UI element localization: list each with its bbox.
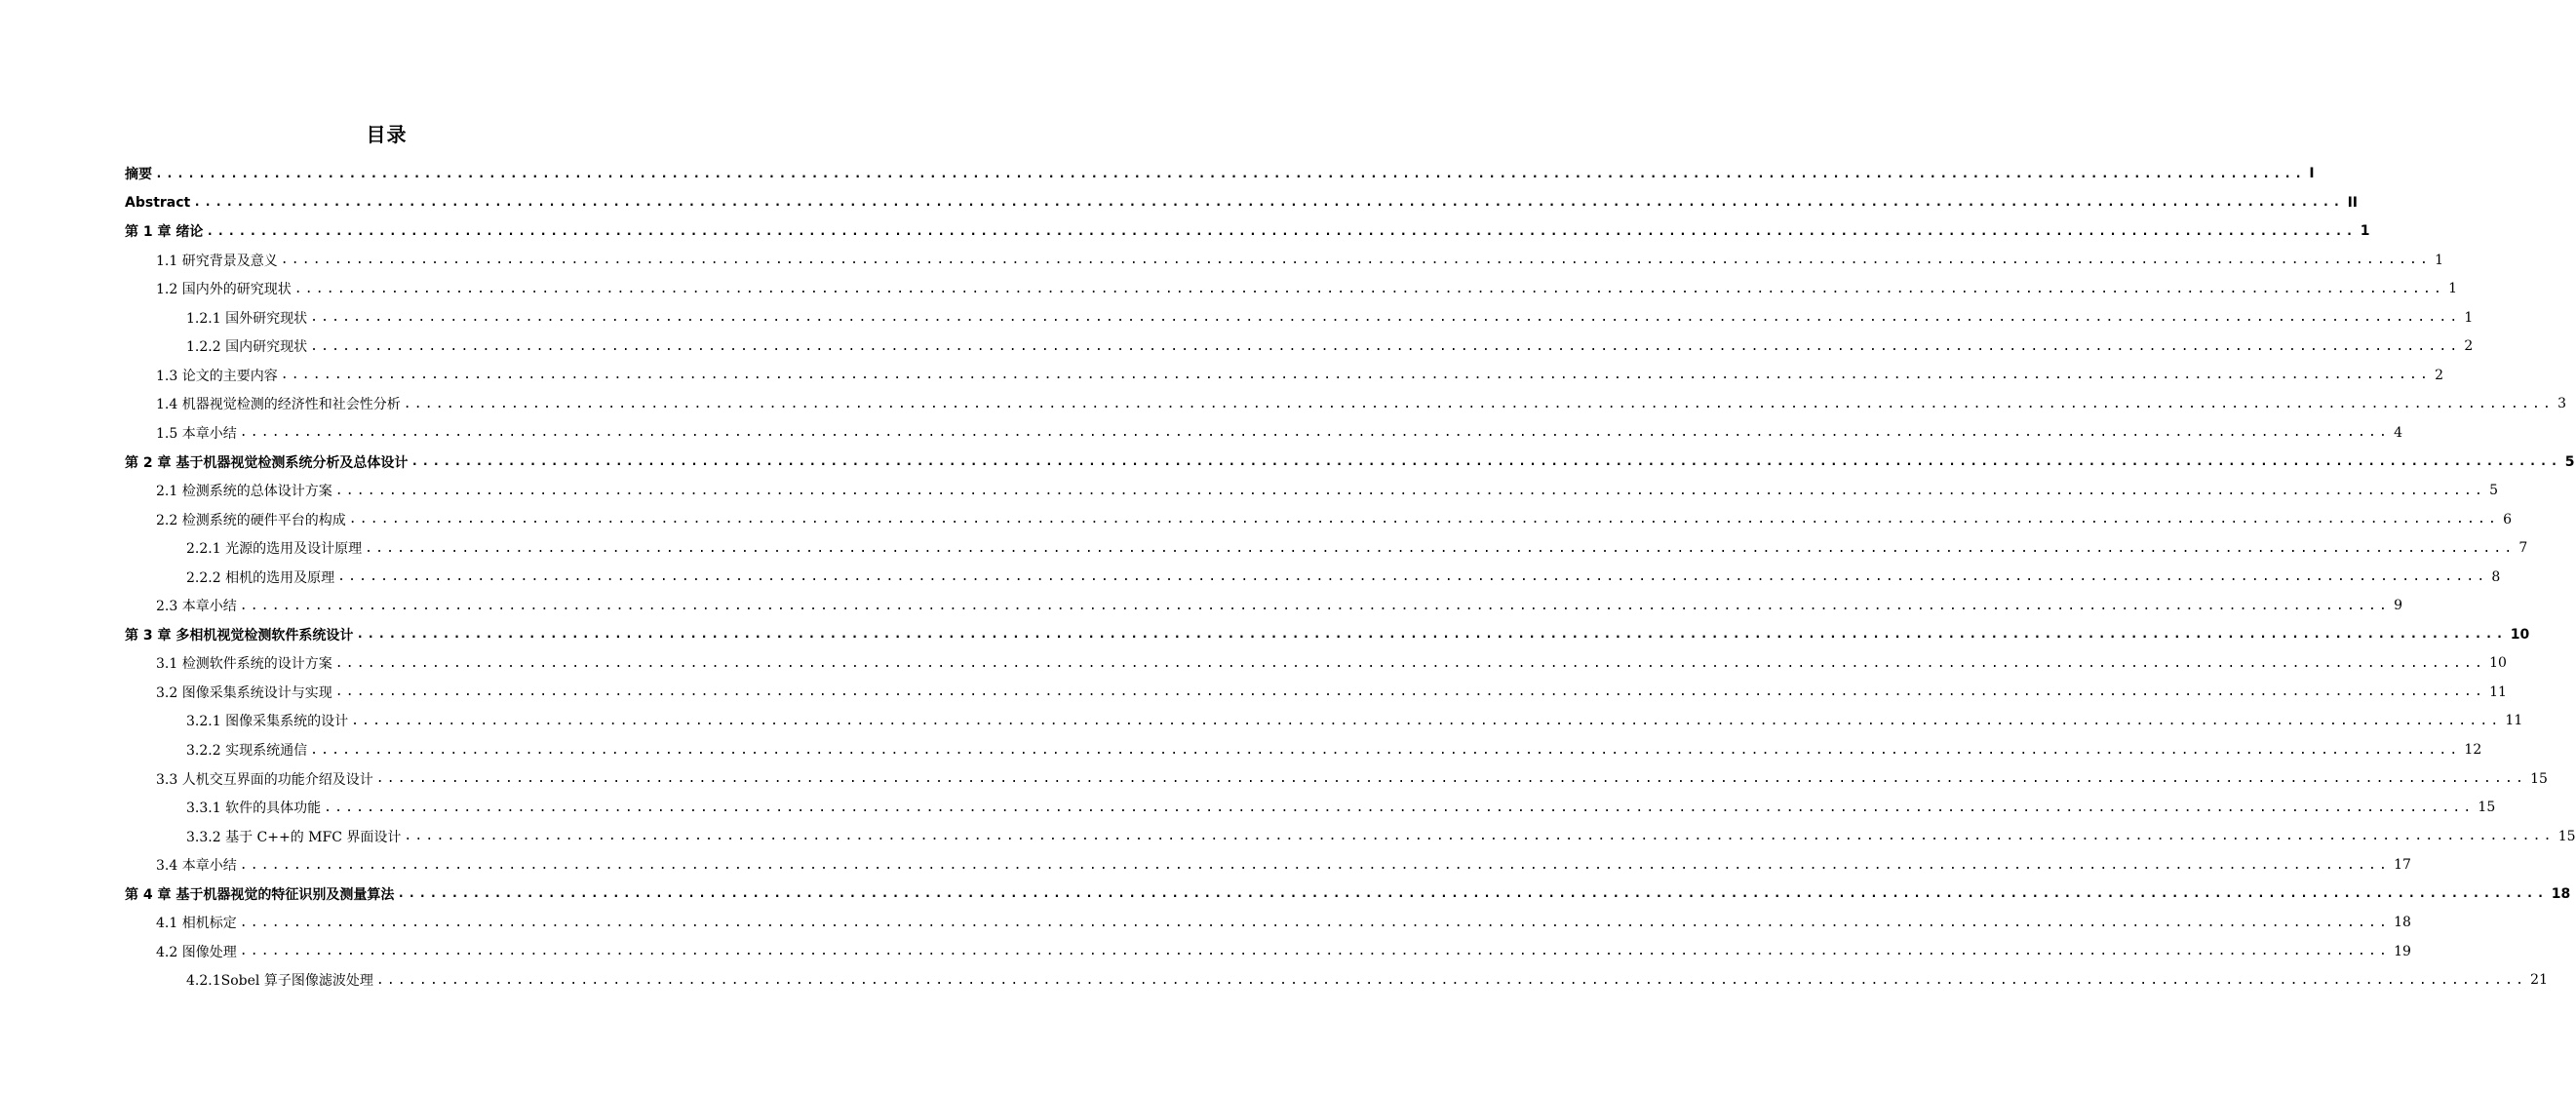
toc-entry-label: 2.2.2 相机的选用及原理 [186,569,335,586]
toc-dot-leader: ........................................................................................................................................................................................................ [310,742,2461,758]
toc-entry-page: 10 [2489,655,2507,672]
toc-entry-label: 4.1 相机标定 [156,916,237,932]
toc-dot-leader: ........................................................................................................................................................................................................ [348,512,2500,527]
toc-entry-page: 21 [2530,972,2548,989]
toc-dot-leader: ........................................................................................................................................................................................................ [193,195,2344,211]
toc-entry-page: I [2309,166,2315,181]
toc-entry[interactable] [156,908,2411,937]
toc-entry-label: 3.3.2 基于 C++的 MFC 界面设计 [186,829,402,845]
toc-entry-label: 3.3.1 软件的具体功能 [186,801,322,817]
toc-dot-leader: ........................................................................................................................................................................................................ [293,281,2445,296]
toc-dot-leader: ........................................................................................................................................................................................................ [239,425,2391,441]
toc-entry-page: 11 [2505,713,2523,729]
toc-entry[interactable] [156,361,2443,390]
toc-dot-leader: ........................................................................................................................................................................................................ [155,166,2306,181]
toc-entry-page: 7 [2518,540,2528,557]
toc-entry-label: 摘要 [125,167,152,182]
toc-entry[interactable] [125,159,2315,188]
toc-dot-leader: ........................................................................................................................................................................................................ [334,655,2486,671]
toc-entry-page: 8 [2491,568,2501,585]
toc-dot-leader: ........................................................................................................................................................................................................ [310,338,2461,354]
toc-entry[interactable] [156,591,2402,620]
toc-entry-page: 1 [2448,281,2457,297]
toc-dot-leader: ........................................................................................................................................................................................................ [334,483,2486,498]
toc-entry-page: 1 [2435,252,2443,268]
toc-entry-page: 5 [2489,483,2498,499]
toc-dot-leader: ........................................................................................................................................................................................................ [239,915,2391,930]
toc-entry[interactable] [186,533,2528,563]
toc-entry-page: 11 [2489,684,2507,700]
toc-dot-leader: ........................................................................................................................................................................................................ [365,540,2516,556]
toc-entry-page: 1 [2464,309,2474,326]
toc-entry[interactable] [156,476,2498,505]
toc-entry-page: 6 [2503,511,2512,527]
toc-entry-label: 3.3 人机交互界面的功能介绍及设计 [156,771,373,788]
toc-dot-leader: ........................................................................................................................................................................................................ [310,310,2461,326]
toc-entry[interactable] [125,448,2575,477]
toc-entry-label: Abstract [125,194,191,211]
toc-entry[interactable] [186,332,2474,361]
toc-entry-page: 3 [2557,396,2566,412]
toc-dot-leader: ........................................................................................................................................................................................................ [324,800,2475,815]
toc-entry-label: 1.2.1 国外研究现状 [186,310,308,327]
toc-entry-label: 4.2.1Sobel 算子图像滤波处理 [186,973,373,990]
toc-entry[interactable] [186,706,2523,735]
toc-entry-label: 1.3 论文的主要内容 [156,368,278,384]
toc-dot-leader: ........................................................................................................................................................................................................ [351,713,2502,728]
toc-entry-page: 9 [2394,598,2402,614]
toc-entry[interactable] [156,678,2507,707]
toc-entry-label: 2.2.1 光源的选用及设计原理 [186,541,363,558]
toc-entry-page: 2 [2435,367,2443,383]
toc-entry-label: 2.1 检测系统的总体设计方案 [156,484,332,500]
toc-entry[interactable] [156,389,2566,418]
toc-dot-leader: ........................................................................................................................................................................................................ [375,972,2527,988]
toc-dot-leader: ........................................................................................................................................................................................................ [403,396,2555,411]
toc-entry-page: 10 [2510,626,2530,643]
toc-entry[interactable] [156,418,2402,448]
toc-entry-label: 1.4 机器视觉检测的经济性和社会性分析 [156,397,401,413]
toc-dot-leader: ........................................................................................................................................................................................................ [280,253,2432,268]
toc-entry[interactable] [125,188,2358,217]
toc-entry[interactable] [156,937,2411,966]
toc-entry-page: 15 [2530,770,2548,787]
toc-entry-page: 18 [2551,885,2571,902]
toc-entry-label: 2.2 检测系统的硬件平台的构成 [156,512,346,528]
toc-entry-page: 5 [2564,453,2575,470]
toc-entry[interactable] [125,620,2530,649]
toc-entry-label: 1.1 研究背景及意义 [156,253,278,269]
toc-entry-label: 3.4 本章小结 [156,858,237,875]
toc-entry-label: 1.5 本章小结 [156,425,237,442]
toc-entry[interactable] [156,648,2507,678]
toc-dot-leader: ........................................................................................................................................................................................................ [337,569,2488,585]
toc-dot-leader: ........................................................................................................................................................................................................ [206,223,2357,239]
toc-entry-page: 4 [2394,424,2402,441]
toc-entry-page: 15 [2478,800,2496,816]
toc-entry[interactable] [186,563,2501,592]
toc-entry-page: 19 [2394,943,2411,959]
toc-dot-leader: ........................................................................................................................................................................................................ [239,598,2391,613]
toc-entry-label: 3.2 图像采集系统设计与实现 [156,684,332,701]
toc-entry-page: 1 [2360,223,2370,240]
toc-entry[interactable] [156,850,2411,879]
toc-entry-label: 第 2 章 基于机器视觉检测系统分析及总体设计 [125,454,409,471]
toc-entry[interactable] [186,793,2496,822]
toc-dot-leader: ........................................................................................................................................................................................................ [410,454,2561,469]
toc-entry-page: II [2347,194,2358,211]
toc-dot-leader: ........................................................................................................................................................................................................ [375,771,2527,787]
toc-dot-leader: ........................................................................................................................................................................................................ [334,684,2486,700]
toc-entry[interactable] [186,735,2482,764]
toc-entry-label: 第 3 章 多相机视觉检测软件系统设计 [125,627,354,644]
toc-entry[interactable] [156,274,2457,303]
toc-dot-leader: ........................................................................................................................................................................................................ [280,368,2432,383]
toc-entry-page: 2 [2464,338,2474,355]
toc-entry-page: 15 [2557,828,2576,844]
toc-entry[interactable] [125,216,2370,246]
toc-entry-label: 3.2.1 图像采集系统的设计 [186,714,349,730]
toc-entry[interactable] [186,822,2576,851]
toc-entry-label: 4.2 图像处理 [156,944,237,960]
toc-title: 目录 [366,123,408,146]
toc-dot-leader: ........................................................................................................................................................................................................ [404,829,2555,844]
toc-entry-page: 17 [2394,857,2411,874]
toc-entry-label: 第 4 章 基于机器视觉的特征识别及测量算法 [125,886,395,903]
toc-entry[interactable] [156,505,2512,534]
toc-dot-leader: ........................................................................................................................................................................................................ [356,627,2507,643]
toc-entry[interactable] [186,965,2548,995]
toc-dot-leader: ........................................................................................................................................................................................................ [397,886,2548,902]
toc-entry-page: 18 [2394,915,2411,931]
toc-entry[interactable] [186,303,2474,332]
toc-entry-label: 第 1 章 绪论 [125,224,204,241]
toc-entry-page: 12 [2464,742,2482,758]
toc-entry-label: 3.1 检测软件系统的设计方案 [156,656,332,673]
toc-entry[interactable] [156,764,2548,794]
toc-entry-label: 1.2 国内外的研究现状 [156,282,292,298]
toc-entry[interactable] [125,879,2571,909]
toc-entry-label: 3.2.2 实现系统通信 [186,743,308,759]
toc-entry-label: 1.2.2 国内研究现状 [186,339,308,356]
toc-dot-leader: ........................................................................................................................................................................................................ [239,944,2391,959]
toc-entry[interactable] [156,246,2443,275]
toc-dot-leader: ........................................................................................................................................................................................................ [239,857,2391,873]
toc-entry-label: 2.3 本章小结 [156,599,237,615]
